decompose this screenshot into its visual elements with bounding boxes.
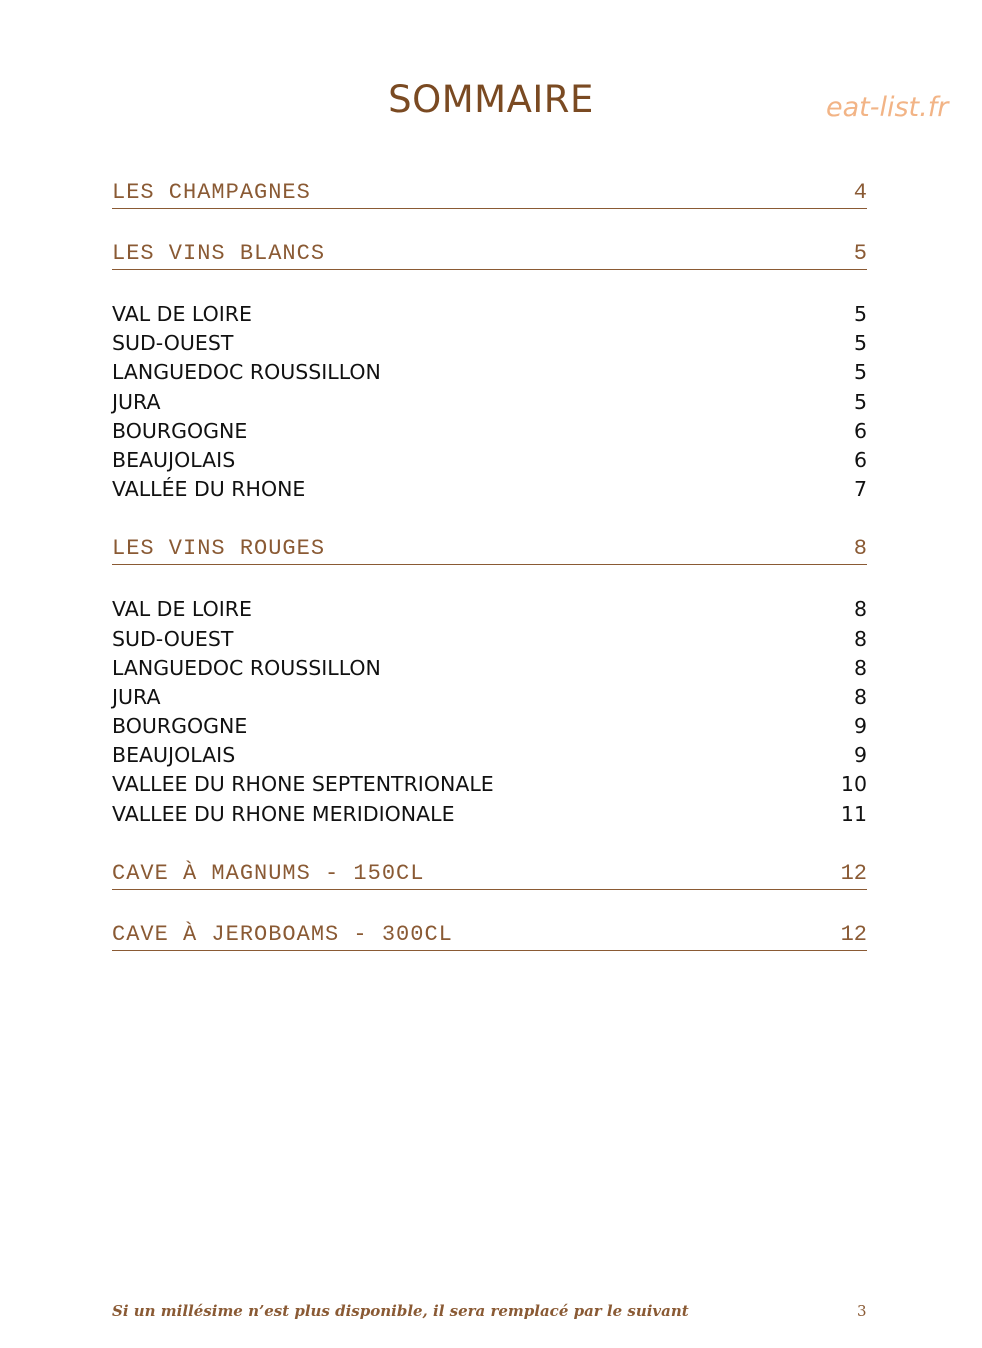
toc-section-vins-rouges[interactable] — [112, 534, 867, 565]
item-label: BOURGOGNE — [112, 714, 248, 739]
section-label: CAVE À JEROBOAMS - 300CL — [112, 921, 453, 947]
toc-section-magnums[interactable] — [112, 859, 867, 890]
item-label: LANGUEDOC ROUSSILLON — [112, 655, 381, 680]
footer-page-number: 3 — [857, 1302, 867, 1320]
item-label: SUD-OUEST — [112, 331, 234, 356]
toc-item[interactable] — [112, 358, 867, 387]
item-page: 8 — [853, 655, 867, 680]
toc-section-vins-blancs[interactable] — [112, 239, 867, 270]
table-of-contents — [112, 178, 867, 951]
toc-item[interactable] — [112, 625, 867, 654]
page-title: SOMMAIRE — [388, 78, 594, 121]
toc-item[interactable] — [112, 800, 867, 829]
toc-section-champagnes[interactable] — [112, 178, 867, 209]
toc-item[interactable] — [112, 712, 867, 741]
item-label: VAL DE LOIRE — [112, 302, 252, 326]
toc-item[interactable] — [112, 300, 867, 329]
item-label: VALLÉE DU RHONE — [112, 477, 306, 502]
item-page: 7 — [853, 477, 867, 502]
toc-section-jeroboams[interactable] — [112, 920, 867, 951]
item-page: 8 — [853, 597, 867, 622]
footer-note: Si un millésime n’est plus disponible, il sera remplacé par le suivant — [112, 1302, 689, 1320]
item-label: SUD-OUEST — [112, 626, 234, 651]
item-page: 10 — [840, 772, 867, 797]
section-page: 4 — [853, 180, 867, 205]
section-page: 5 — [853, 241, 867, 266]
section-page: 12 — [840, 860, 867, 886]
item-page: 5 — [853, 302, 867, 326]
toc-item[interactable] — [112, 654, 867, 683]
item-page: 6 — [853, 447, 867, 472]
item-label: JURA — [112, 389, 161, 414]
item-page: 8 — [853, 626, 867, 651]
section-label: CAVE À MAGNUMS - 150CL — [112, 860, 425, 886]
item-label: VALLEE DU RHONE MERIDIONALE — [112, 801, 455, 826]
item-label: VAL DE LOIRE — [112, 597, 252, 622]
toc-item[interactable] — [112, 475, 867, 504]
item-label: BEAUJOLAIS — [112, 447, 236, 472]
toc-item[interactable] — [112, 770, 867, 799]
item-page: 5 — [853, 389, 867, 414]
toc-item[interactable] — [112, 417, 867, 446]
toc-item[interactable] — [112, 683, 867, 712]
section-label: LES VINS ROUGES — [112, 536, 326, 562]
item-page: 8 — [853, 684, 867, 709]
item-label: VALLEE DU RHONE SEPTENTRIONALE — [112, 772, 494, 797]
item-label: LANGUEDOC ROUSSILLON — [112, 360, 381, 385]
item-page: 11 — [840, 801, 867, 826]
watermark: eat-list.fr — [826, 92, 949, 123]
toc-item[interactable] — [112, 595, 867, 624]
item-page: 5 — [853, 360, 867, 385]
item-page: 6 — [853, 418, 867, 443]
section-page: 12 — [840, 921, 867, 947]
section-label: LES VINS BLANCS — [112, 241, 326, 266]
item-label: BOURGOGNE — [112, 418, 248, 443]
vins-blancs-list — [112, 300, 867, 504]
vins-rouges-list — [112, 595, 867, 829]
item-page: 9 — [853, 714, 867, 739]
toc-item[interactable] — [112, 446, 867, 475]
section-page: 8 — [853, 536, 867, 562]
section-label: LES CHAMPAGNES — [112, 180, 311, 205]
item-label: BEAUJOLAIS — [112, 743, 236, 768]
toc-item[interactable] — [112, 329, 867, 358]
item-page: 9 — [853, 743, 867, 768]
toc-item[interactable] — [112, 388, 867, 417]
item-label: JURA — [112, 684, 161, 709]
toc-item[interactable] — [112, 741, 867, 770]
item-page: 5 — [853, 331, 867, 356]
